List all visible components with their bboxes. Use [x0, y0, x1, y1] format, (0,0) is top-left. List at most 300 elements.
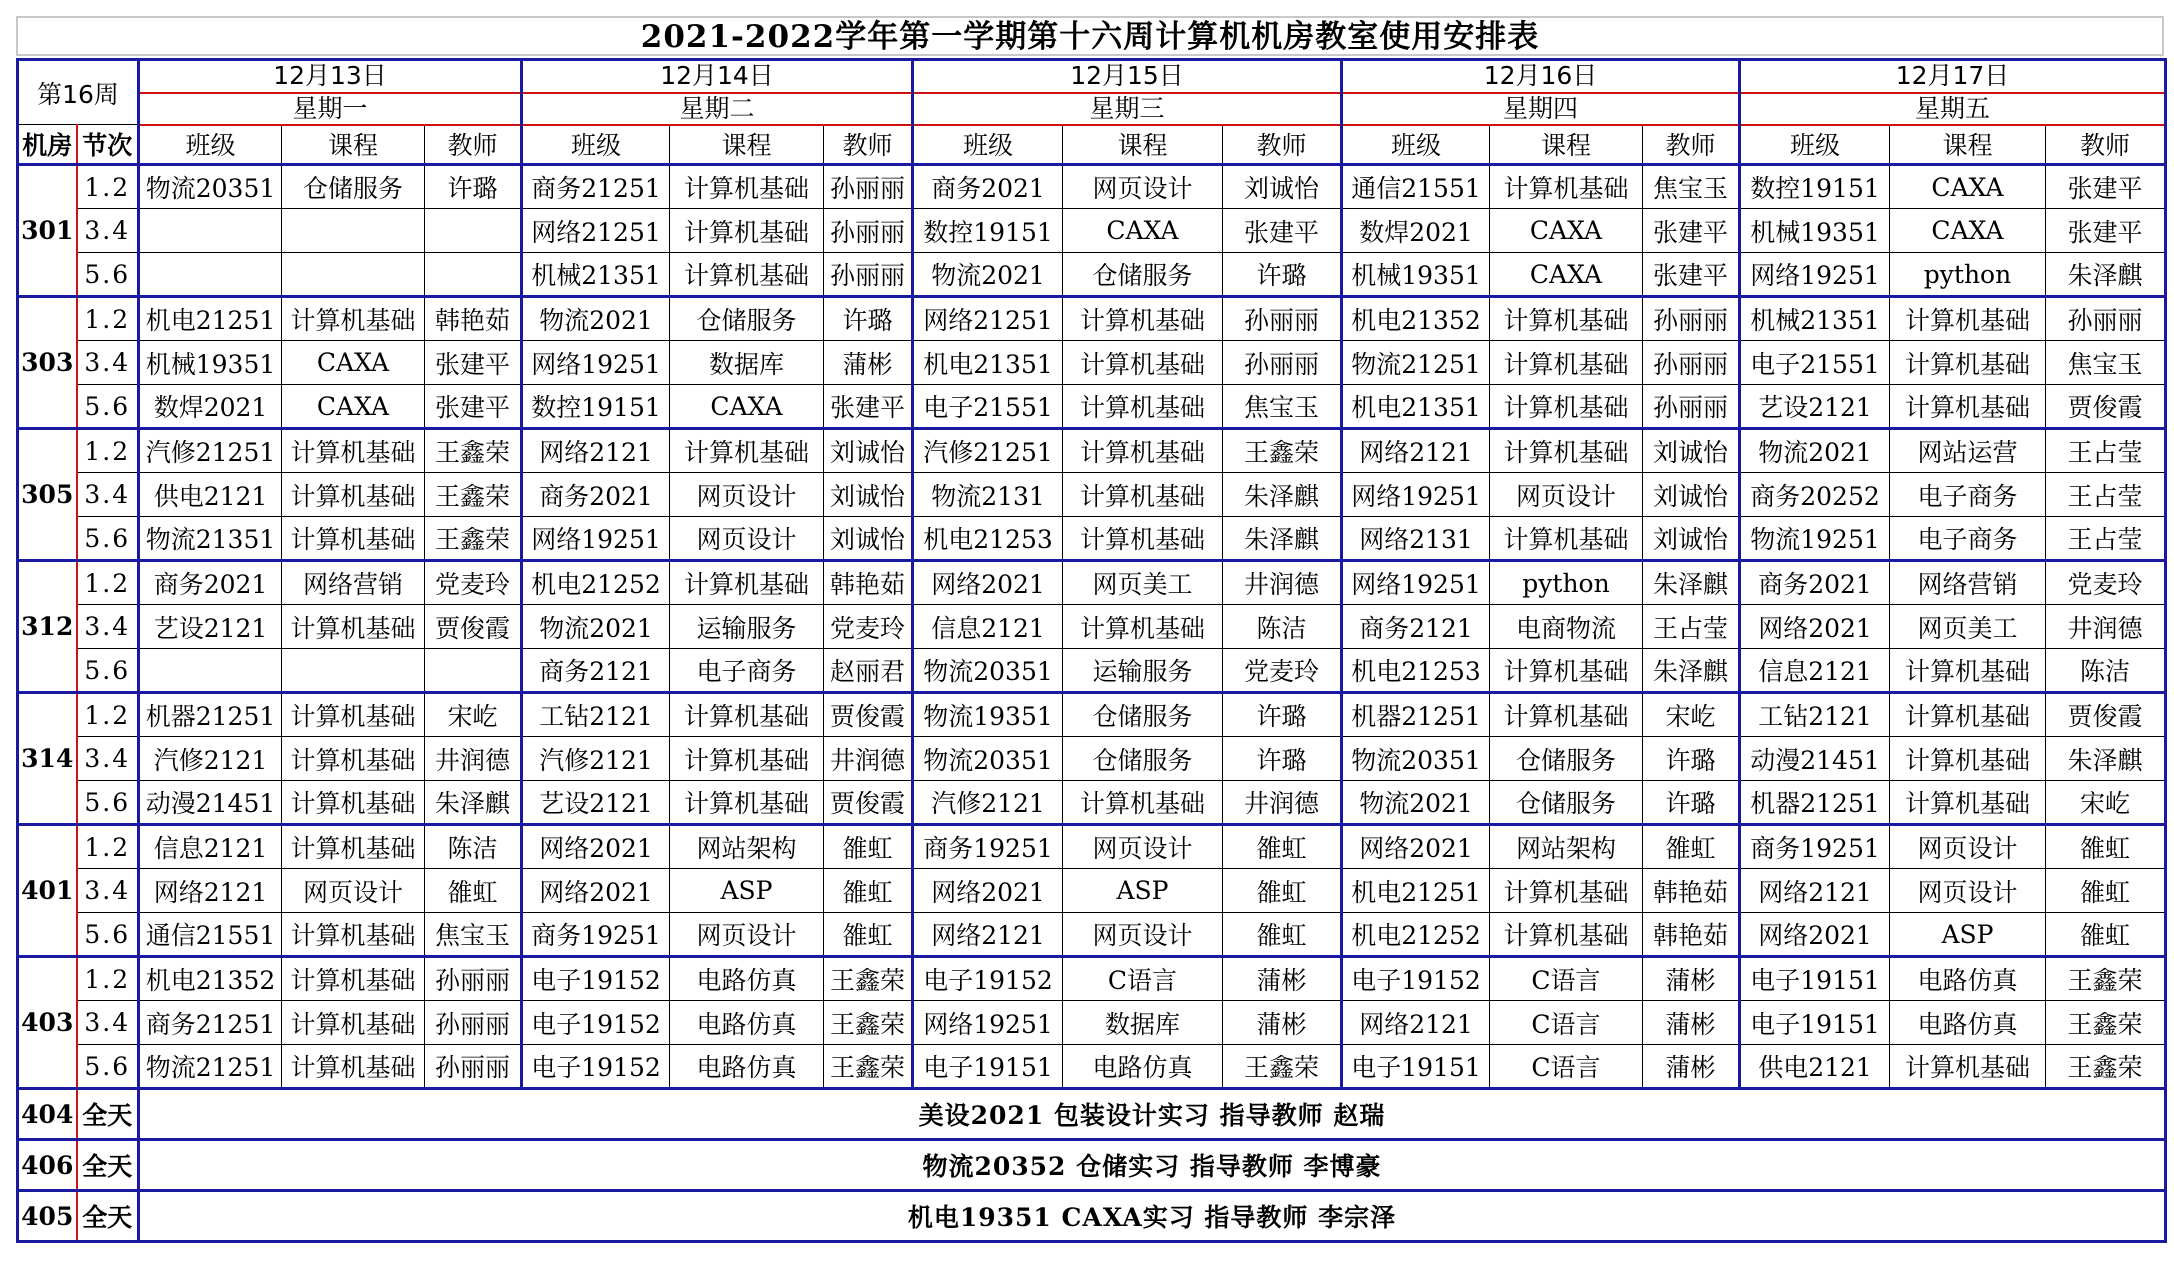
room-number: 305	[18, 429, 77, 561]
class-cell: 物流20351	[1342, 737, 1490, 781]
class-cell: 机电21251	[139, 297, 282, 341]
table-row	[18, 429, 2166, 473]
teacher-cell: 蒲彬	[1223, 957, 1342, 1001]
class-cell: 数焊2021	[139, 385, 282, 429]
period-cell: 3.4	[77, 473, 139, 517]
course-cell: 计算机基础	[1063, 429, 1223, 473]
course-cell: 网站架构	[1490, 825, 1643, 869]
day-date: 12月16日	[1342, 60, 1740, 93]
teacher-cell: 张建平	[2046, 209, 2166, 253]
class-cell: 数控19151	[913, 209, 1063, 253]
period-cell: 1.2	[77, 693, 139, 737]
course-cell: 计算机基础	[1490, 385, 1643, 429]
course-cell: 计算机基础	[1890, 737, 2046, 781]
class-cell: 通信21551	[1342, 165, 1490, 209]
class-cell: 汽修21251	[913, 429, 1063, 473]
class-cell: 数焊2021	[1342, 209, 1490, 253]
teacher-cell: 许璐	[824, 297, 913, 341]
class-cell: 网络19251	[1342, 473, 1490, 517]
class-cell: 电子19152	[522, 1045, 670, 1089]
course-cell: 网站架构	[670, 825, 824, 869]
teacher-cell: 孙丽丽	[425, 1001, 522, 1045]
table-row	[18, 957, 2166, 1001]
course-cell	[282, 649, 425, 693]
teacher-cell: 孙丽丽	[1643, 341, 1740, 385]
course-cell: 网页设计	[1063, 913, 1223, 957]
class-cell: 物流2021	[522, 297, 670, 341]
course-cell: 计算机基础	[1890, 649, 2046, 693]
course-cell: 计算机基础	[282, 297, 425, 341]
teacher-cell: 孙丽丽	[425, 1045, 522, 1089]
class-cell: 物流20351	[913, 737, 1063, 781]
class-cell: 物流2021	[522, 605, 670, 649]
course-cell: 网页设计	[670, 473, 824, 517]
class-cell: 电子19152	[522, 1001, 670, 1045]
teacher-cell: 雒虹	[824, 825, 913, 869]
teacher-cell: 赵丽君	[824, 649, 913, 693]
table-row	[18, 737, 2166, 781]
teacher-cell	[425, 209, 522, 253]
course-cell: 计算机基础	[1490, 517, 1643, 561]
course-cell: 计算机基础	[282, 1001, 425, 1045]
class-cell: 网络2121	[913, 913, 1063, 957]
class-cell: 网络2021	[913, 869, 1063, 913]
course-cell: python	[1490, 561, 1643, 605]
day-date: 12月15日	[913, 60, 1342, 93]
teacher-cell: 宋屹	[425, 693, 522, 737]
course-cell: 计算机基础	[282, 605, 425, 649]
teacher-cell: 孙丽丽	[824, 209, 913, 253]
class-cell: 网络2021	[1342, 825, 1490, 869]
teacher-cell: 朱泽麒	[1223, 473, 1342, 517]
class-cell: 机电21351	[1342, 385, 1490, 429]
class-cell: 物流20351	[139, 165, 282, 209]
course-cell: CAXA	[670, 385, 824, 429]
teacher-cell: 陈洁	[2046, 649, 2166, 693]
class-cell: 机电21352	[139, 957, 282, 1001]
table-row	[18, 693, 2166, 737]
course-cell	[282, 209, 425, 253]
course-col-header: 课程	[1063, 125, 1223, 165]
class-cell: 物流20351	[913, 649, 1063, 693]
class-cell: 汽修21251	[139, 429, 282, 473]
period-cell: 1.2	[77, 165, 139, 209]
teacher-cell: 张建平	[1643, 209, 1740, 253]
teacher-cell: 朱泽麒	[2046, 737, 2166, 781]
period-cell: 1.2	[77, 825, 139, 869]
table-row	[18, 781, 2166, 825]
course-cell: 计算机基础	[1063, 517, 1223, 561]
teacher-cell: 雒虹	[824, 913, 913, 957]
teacher-cell: 张建平	[425, 341, 522, 385]
teacher-cell: 许璐	[1643, 781, 1740, 825]
full-day-row	[18, 1191, 2166, 1242]
class-cell: 机械21351	[522, 253, 670, 297]
period-cell: 1.2	[77, 561, 139, 605]
class-cell: 电子21551	[1740, 341, 1890, 385]
teacher-cell: 许璐	[1223, 737, 1342, 781]
class-cell: 数控19151	[522, 385, 670, 429]
course-cell: 仓储服务	[1063, 253, 1223, 297]
course-cell: 计算机基础	[1890, 297, 2046, 341]
course-cell: 计算机基础	[1490, 693, 1643, 737]
class-cell: 网络2131	[1342, 517, 1490, 561]
teacher-cell: 雒虹	[2046, 869, 2166, 913]
course-cell: 网页设计	[282, 869, 425, 913]
teacher-cell: 蒲彬	[1643, 1001, 1740, 1045]
class-col-header: 班级	[913, 125, 1063, 165]
teacher-cell: 韩艳茹	[1643, 869, 1740, 913]
teacher-cell: 雒虹	[1643, 825, 1740, 869]
teacher-col-header: 教师	[1223, 125, 1342, 165]
class-cell: 商务21251	[522, 165, 670, 209]
teacher-cell: 陈洁	[425, 825, 522, 869]
course-cell: 电路仿真	[1890, 1001, 2046, 1045]
period-cell: 1.2	[77, 297, 139, 341]
course-cell: CAXA	[1890, 165, 2046, 209]
class-cell: 网络19251	[1342, 561, 1490, 605]
teacher-cell: 焦宝玉	[1223, 385, 1342, 429]
table-row	[18, 385, 2166, 429]
table-row	[18, 825, 2166, 869]
course-cell: 计算机基础	[282, 429, 425, 473]
table-row	[18, 253, 2166, 297]
course-cell: 数据库	[670, 341, 824, 385]
teacher-cell: 许璐	[1223, 253, 1342, 297]
course-cell: 电子商务	[1890, 517, 2046, 561]
teacher-cell: 朱泽麒	[425, 781, 522, 825]
class-cell: 商务2021	[1740, 561, 1890, 605]
teacher-cell: 孙丽丽	[1643, 297, 1740, 341]
table-row	[18, 561, 2166, 605]
teacher-cell: 王占莹	[2046, 517, 2166, 561]
class-cell: 电子19152	[913, 957, 1063, 1001]
course-col-header: 课程	[282, 125, 425, 165]
course-cell: ASP	[670, 869, 824, 913]
teacher-cell: 雒虹	[824, 869, 913, 913]
class-cell: 物流21251	[1342, 341, 1490, 385]
class-cell: 动漫21451	[139, 781, 282, 825]
course-cell: 计算机基础	[282, 737, 425, 781]
class-cell	[139, 649, 282, 693]
course-cell: 计算机基础	[1890, 781, 2046, 825]
period-cell: 3.4	[77, 1001, 139, 1045]
room-header: 机房	[18, 125, 77, 165]
day-weekday: 星期一	[139, 93, 522, 125]
course-cell: C语言	[1490, 1001, 1643, 1045]
schedule-table	[16, 58, 2167, 1243]
class-cell: 网络2021	[913, 561, 1063, 605]
teacher-cell: 蒲彬	[824, 341, 913, 385]
class-cell: 机器21251	[1342, 693, 1490, 737]
teacher-cell: 党麦玲	[1223, 649, 1342, 693]
period-cell: 全天	[77, 1089, 139, 1140]
class-cell: 机电21253	[1342, 649, 1490, 693]
course-cell: 网页设计	[1063, 825, 1223, 869]
course-cell: python	[1890, 253, 2046, 297]
teacher-cell: 宋屹	[2046, 781, 2166, 825]
teacher-cell: 朱泽麒	[1643, 649, 1740, 693]
course-cell: 电子商务	[1890, 473, 2046, 517]
course-cell: 电路仿真	[670, 1045, 824, 1089]
course-cell: 计算机基础	[1063, 385, 1223, 429]
course-cell: 仓储服务	[1063, 737, 1223, 781]
class-cell: 物流2021	[1342, 781, 1490, 825]
day-weekday: 星期四	[1342, 93, 1740, 125]
course-cell: 计算机基础	[1890, 385, 2046, 429]
course-cell: C语言	[1063, 957, 1223, 1001]
class-cell: 动漫21451	[1740, 737, 1890, 781]
teacher-cell: 井润德	[1223, 781, 1342, 825]
teacher-cell: 王鑫荣	[425, 473, 522, 517]
course-cell: 计算机基础	[670, 561, 824, 605]
teacher-cell: 刘诚怡	[1643, 517, 1740, 561]
period-cell: 全天	[77, 1191, 139, 1242]
teacher-cell: 蒲彬	[1223, 1001, 1342, 1045]
course-cell: 电路仿真	[670, 1001, 824, 1045]
class-cell: 商务21251	[139, 1001, 282, 1045]
class-cell: 商务20252	[1740, 473, 1890, 517]
course-cell: 计算机基础	[1890, 693, 2046, 737]
teacher-cell	[425, 649, 522, 693]
course-cell: 网络营销	[282, 561, 425, 605]
teacher-cell: 朱泽麒	[1223, 517, 1342, 561]
period-cell: 1.2	[77, 957, 139, 1001]
class-cell: 网络19251	[1740, 253, 1890, 297]
course-cell: CAXA	[282, 385, 425, 429]
class-cell: 艺设2121	[1740, 385, 1890, 429]
class-cell: 网络2121	[1342, 1001, 1490, 1045]
course-cell: C语言	[1490, 957, 1643, 1001]
room-number: 301	[18, 165, 77, 297]
teacher-cell: 井润德	[425, 737, 522, 781]
teacher-cell: 雒虹	[1223, 913, 1342, 957]
teacher-cell: 韩艳茹	[425, 297, 522, 341]
course-col-header: 课程	[1890, 125, 2046, 165]
course-cell: 计算机基础	[670, 429, 824, 473]
course-cell: 计算机基础	[282, 913, 425, 957]
period-cell: 5.6	[77, 517, 139, 561]
class-cell: 物流21351	[139, 517, 282, 561]
teacher-col-header: 教师	[425, 125, 522, 165]
course-cell: 仓储服务	[1490, 781, 1643, 825]
course-cell: 电路仿真	[1890, 957, 2046, 1001]
teacher-cell: 王鑫荣	[824, 1045, 913, 1089]
teacher-cell: 孙丽丽	[1223, 297, 1342, 341]
period-cell: 3.4	[77, 869, 139, 913]
period-header: 节次	[77, 125, 139, 165]
teacher-cell: 贾俊霞	[824, 781, 913, 825]
class-col-header: 班级	[1740, 125, 1890, 165]
course-cell: 计算机基础	[1490, 429, 1643, 473]
teacher-cell: 焦宝玉	[1643, 165, 1740, 209]
course-cell: 计算机基础	[670, 781, 824, 825]
class-cell: 网络21251	[913, 297, 1063, 341]
period-cell: 5.6	[77, 649, 139, 693]
teacher-cell: 井润德	[824, 737, 913, 781]
teacher-cell: 陈洁	[1223, 605, 1342, 649]
teacher-cell: 王鑫荣	[2046, 1001, 2166, 1045]
teacher-cell: 王鑫荣	[1223, 1045, 1342, 1089]
teacher-cell: 刘诚怡	[1223, 165, 1342, 209]
teacher-cell: 王鑫荣	[425, 429, 522, 473]
course-cell: 计算机基础	[282, 1045, 425, 1089]
day-weekday: 星期三	[913, 93, 1342, 125]
class-cell: 电子19151	[1740, 957, 1890, 1001]
class-cell: 商务19251	[522, 913, 670, 957]
class-cell: 机械19351	[1740, 209, 1890, 253]
course-cell: 数据库	[1063, 1001, 1223, 1045]
teacher-cell: 孙丽丽	[1223, 341, 1342, 385]
course-cell: 计算机基础	[1063, 605, 1223, 649]
room-number: 403	[18, 957, 77, 1089]
class-cell: 物流21251	[139, 1045, 282, 1089]
class-col-header: 班级	[522, 125, 670, 165]
class-cell	[139, 209, 282, 253]
course-cell: 计算机基础	[1063, 781, 1223, 825]
class-cell: 网络2121	[1740, 869, 1890, 913]
course-cell: 网页美工	[1890, 605, 2046, 649]
course-cell: 计算机基础	[282, 473, 425, 517]
header-column-row	[18, 125, 2166, 165]
course-cell: 网络营销	[1890, 561, 2046, 605]
class-cell: 信息2121	[139, 825, 282, 869]
teacher-cell: 许璐	[1223, 693, 1342, 737]
teacher-cell: 刘诚怡	[824, 517, 913, 561]
class-cell: 信息2121	[1740, 649, 1890, 693]
teacher-cell: 雒虹	[2046, 913, 2166, 957]
course-cell: 电子商务	[670, 649, 824, 693]
page-title: 2021-2022学年第一学期第十六周计算机机房教室使用安排表	[16, 16, 2164, 56]
teacher-cell: 张建平	[425, 385, 522, 429]
teacher-cell: 蒲彬	[1643, 1045, 1740, 1089]
class-cell: 电子19151	[1342, 1045, 1490, 1089]
class-cell: 电子19152	[1342, 957, 1490, 1001]
room-number: 303	[18, 297, 77, 429]
course-cell: ASP	[1890, 913, 2046, 957]
class-cell: 网络2121	[1342, 429, 1490, 473]
class-cell: 网络2021	[522, 869, 670, 913]
teacher-cell: 雒虹	[425, 869, 522, 913]
header-weekday-row	[18, 93, 2166, 125]
course-cell: 计算机基础	[282, 781, 425, 825]
teacher-cell: 王占莹	[1643, 605, 1740, 649]
course-cell: 计算机基础	[1490, 341, 1643, 385]
period-cell: 3.4	[77, 341, 139, 385]
course-cell: 计算机基础	[1890, 1045, 2046, 1089]
course-cell: CAXA	[1063, 209, 1223, 253]
teacher-col-header: 教师	[2046, 125, 2166, 165]
course-cell: 计算机基础	[670, 253, 824, 297]
course-cell: 网页设计	[670, 913, 824, 957]
teacher-cell: 张建平	[1223, 209, 1342, 253]
class-cell: 数控19151	[1740, 165, 1890, 209]
teacher-cell: 王占莹	[2046, 429, 2166, 473]
course-cell: 计算机基础	[1890, 341, 2046, 385]
course-cell: ASP	[1063, 869, 1223, 913]
class-cell: 电子19152	[522, 957, 670, 1001]
teacher-cell: 孙丽丽	[1643, 385, 1740, 429]
class-cell: 工钻2121	[522, 693, 670, 737]
teacher-cell: 王鑫荣	[425, 517, 522, 561]
class-cell: 网络2121	[522, 429, 670, 473]
class-cell: 物流2021	[913, 253, 1063, 297]
course-cell: CAXA	[1490, 253, 1643, 297]
period-cell: 5.6	[77, 385, 139, 429]
course-cell: 仓储服务	[670, 297, 824, 341]
class-cell: 物流2131	[913, 473, 1063, 517]
table-row	[18, 297, 2166, 341]
room-number: 404	[18, 1089, 77, 1140]
class-cell: 电子21551	[913, 385, 1063, 429]
course-cell: 网站运营	[1890, 429, 2046, 473]
class-cell: 网络19251	[522, 341, 670, 385]
teacher-cell: 张建平	[824, 385, 913, 429]
room-number: 405	[18, 1191, 77, 1242]
teacher-cell: 张建平	[1643, 253, 1740, 297]
course-cell: CAXA	[1490, 209, 1643, 253]
period-cell: 5.6	[77, 781, 139, 825]
teacher-cell: 王鑫荣	[2046, 1045, 2166, 1089]
class-cell: 汽修2121	[522, 737, 670, 781]
class-cell: 汽修2121	[913, 781, 1063, 825]
teacher-cell: 孙丽丽	[824, 253, 913, 297]
course-cell: 仓储服务	[282, 165, 425, 209]
class-cell: 电子19151	[913, 1045, 1063, 1089]
teacher-cell: 孙丽丽	[2046, 297, 2166, 341]
class-cell: 艺设2121	[522, 781, 670, 825]
class-cell: 机电21251	[1342, 869, 1490, 913]
teacher-cell: 王鑫荣	[824, 1001, 913, 1045]
class-cell: 供电2121	[1740, 1045, 1890, 1089]
class-cell: 网络21251	[522, 209, 670, 253]
teacher-cell: 王鑫荣	[824, 957, 913, 1001]
class-cell: 物流2021	[1740, 429, 1890, 473]
teacher-cell: 刘诚怡	[824, 429, 913, 473]
table-row	[18, 1001, 2166, 1045]
course-cell: 仓储服务	[1063, 693, 1223, 737]
class-cell: 机械21351	[1740, 297, 1890, 341]
teacher-cell: 许璐	[425, 165, 522, 209]
day-date: 12月17日	[1740, 60, 2166, 93]
period-cell: 3.4	[77, 737, 139, 781]
table-row	[18, 869, 2166, 913]
teacher-col-header: 教师	[1643, 125, 1740, 165]
room-number: 401	[18, 825, 77, 957]
table-row	[18, 913, 2166, 957]
teacher-cell: 贾俊霞	[425, 605, 522, 649]
course-col-header: 课程	[1490, 125, 1643, 165]
class-cell: 网络2021	[1740, 913, 1890, 957]
teacher-cell: 刘诚怡	[1643, 473, 1740, 517]
class-cell: 供电2121	[139, 473, 282, 517]
full-day-assignment: 美设2021 包装设计实习 指导教师 赵瑞	[139, 1089, 2166, 1140]
course-cell: 计算机基础	[1490, 649, 1643, 693]
teacher-cell: 蒲彬	[1643, 957, 1740, 1001]
class-cell: 艺设2121	[139, 605, 282, 649]
class-cell: 信息2121	[913, 605, 1063, 649]
course-cell: 运输服务	[1063, 649, 1223, 693]
class-cell: 商务2121	[1342, 605, 1490, 649]
course-cell: 计算机基础	[282, 693, 425, 737]
period-cell: 1.2	[77, 429, 139, 473]
table-row	[18, 473, 2166, 517]
course-cell: CAXA	[1890, 209, 2046, 253]
course-cell: 计算机基础	[282, 825, 425, 869]
course-cell: C语言	[1490, 1045, 1643, 1089]
class-cell: 网络19251	[913, 1001, 1063, 1045]
course-cell: 网页设计	[1890, 869, 2046, 913]
